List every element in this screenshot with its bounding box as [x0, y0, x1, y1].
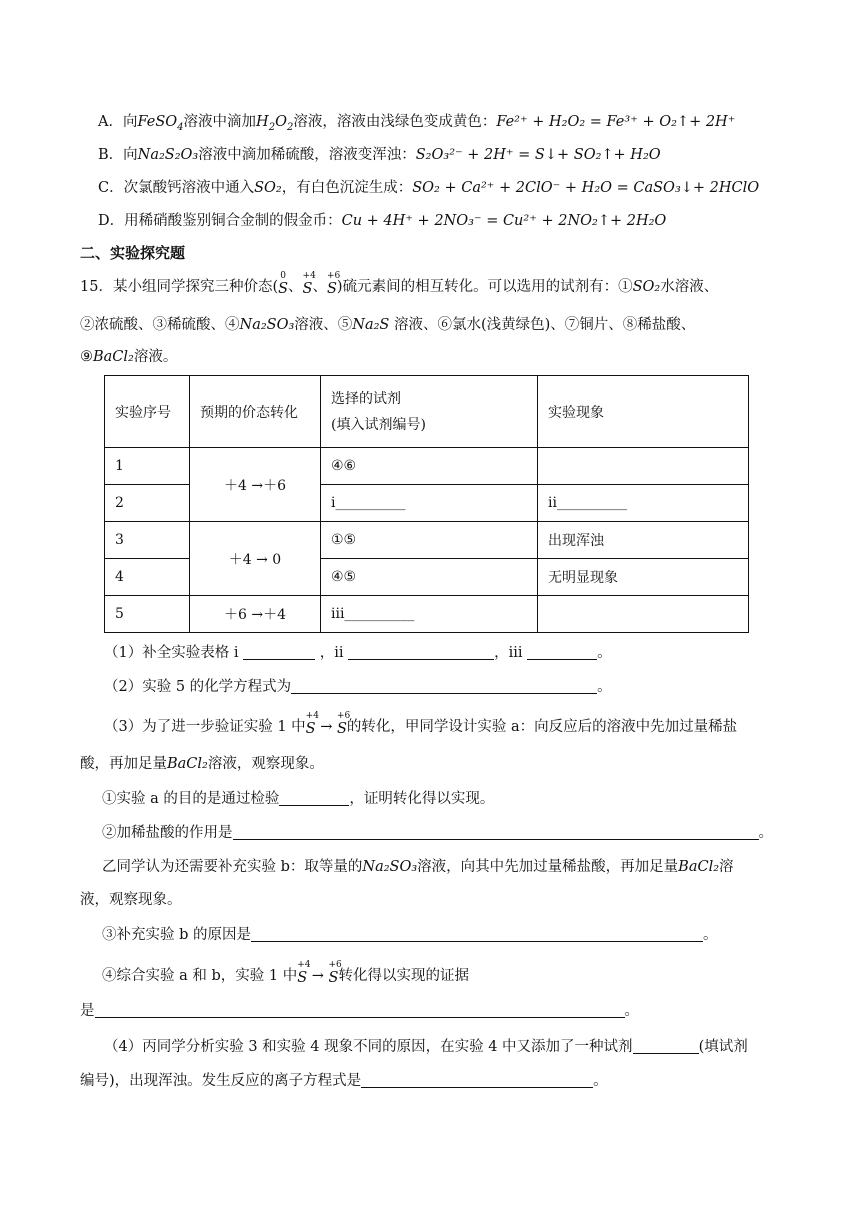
option-a-reagent1: FeSO$_4$: [137, 114, 184, 133]
sub-question-4-line1: [104, 1037, 748, 1057]
option-c-suffix: ，有白色沉淀生成：: [281, 180, 413, 196]
table-row: [105, 448, 749, 485]
option-a-reagent2: $H_2O_2$: [256, 114, 294, 133]
option-b-prefix: B．向: [98, 147, 138, 163]
q15-intro-line1: 15．某小组同学探究三种价态( 0 S、 +4 S、 +6 S)硫元素间的相互转化。可以选用的试剂有：①SO₂水溶液、: [80, 271, 719, 297]
option-b-equation: S₂O₃²⁻ + 2H⁺ = S↓+ SO₂↑+ H₂O: [415, 147, 661, 163]
row5-no: 5: [105, 596, 190, 633]
option-a-suffix: 溶液，溶液由浅绿色变成黄色：: [293, 114, 497, 130]
sub3-q4-line2: [80, 1001, 639, 1021]
row1-no: 1: [105, 448, 190, 485]
row3-4-conversion: ＋4 → 0: [190, 522, 321, 596]
sub3-yi-line1: [102, 857, 734, 877]
sub3-text-b: 的转化，甲同学设计实验 a：向反应后的溶液中先加过量稀盐: [346, 719, 738, 735]
s-plus6-q4: +6 S: [328, 960, 342, 986]
sub4-line2-b: 。: [593, 1073, 608, 1089]
sub3-q2-a: ②加稀盐酸的作用是: [102, 825, 233, 841]
sub4-line2-a: 编号)，出现浑浊。发生反应的离子方程式是: [80, 1073, 362, 1089]
option-d-prefix: D．用稀硝酸鉴别铜合金制的假金币：: [98, 213, 342, 229]
sub3-q1-a: ①实验 a 的目的是通过检验: [102, 791, 280, 807]
sub1-text-a: （1）补全实验表格 i: [104, 645, 239, 661]
row2-reagents-blank[interactable]: i__________: [321, 485, 538, 522]
header-reagents: [321, 376, 538, 448]
sub-question-2: [104, 677, 612, 697]
sub2-text-b: 。: [597, 679, 612, 695]
option-a-mid: 溶液中滴加: [183, 114, 257, 130]
sub1-blank-iii[interactable]: [527, 645, 597, 660]
q15-line2-b: 溶液、⑤: [294, 317, 353, 333]
sub1-text-c: ，iii: [494, 645, 523, 661]
sub3-reagent: BaCl₂: [167, 756, 208, 772]
row2-phenomenon-blank[interactable]: ii__________: [538, 485, 749, 522]
sub3-q3-a: ③补充实验 b 的原因是: [102, 927, 251, 943]
sub3-q4-a: ④综合实验 a 和 b，实验 1 中: [102, 968, 298, 984]
sub3-yi-reagent: Na₂SO₃: [362, 859, 418, 875]
sub1-text-b: ，ii: [319, 645, 344, 661]
row3-reagents: ①⑤: [321, 522, 538, 559]
table-row: [105, 596, 749, 633]
sub3-line2-b: 溶液，观察现象。: [207, 756, 324, 772]
sub2-text-a: （2）实验 5 的化学方程式为: [104, 679, 292, 695]
sub3-q1: [102, 789, 494, 809]
q15-line3-b: 溶液。: [133, 349, 178, 365]
sub3-q3: [102, 925, 718, 945]
header-no: 实验序号: [105, 376, 190, 448]
row4-reagents: ④⑤: [321, 559, 538, 596]
sub3-q4-b: 转化得以实现的证据: [338, 968, 469, 984]
reagent-4: Na₂SO₃: [239, 317, 295, 333]
row1-phenomenon: [538, 448, 749, 485]
option-b-reagent: Na₂S₂O₃: [137, 147, 199, 163]
sub3-q4-d: 。: [624, 1003, 639, 1019]
sub-question-3-line1: [104, 711, 738, 737]
option-d: [98, 211, 666, 231]
row3-phenomenon: 出现浑浊: [538, 522, 749, 559]
s-plus6: +6 S: [336, 711, 351, 737]
sub4-blank-reagent[interactable]: [633, 1039, 699, 1054]
s-plus4-q4: +4 S: [297, 960, 311, 986]
sub3-yi-a: 乙同学认为还需要补充实验 b：取等量的: [102, 859, 363, 875]
arrow-icon: →: [320, 719, 333, 735]
sub4-text-a: （4）丙同学分析实验 3 和实验 4 现象不同的原因，在实验 4 中又添加了一种试剂: [104, 1039, 633, 1055]
sub-question-1: [104, 643, 612, 663]
sub2-blank[interactable]: [291, 679, 597, 694]
row4-no: 4: [105, 559, 190, 596]
sub3-q4-line1: [102, 960, 469, 986]
experiment-table: [104, 375, 749, 633]
sub3-q3-blank[interactable]: [251, 927, 703, 942]
sub3-yi-c: 溶: [719, 859, 734, 875]
sub3-q3-b: 。: [703, 927, 718, 943]
row5-phenomenon: [538, 596, 749, 633]
option-c: [98, 178, 759, 198]
option-c-prefix: C．次氯酸钙溶液中通入: [98, 180, 255, 196]
option-d-equation: Cu + 4H⁺ + 2NO₃⁻ = Cu²⁺ + 2NO₂↑+ 2H₂O: [341, 213, 667, 229]
sub3-q4-c: 是: [80, 1003, 95, 1019]
row5-reagents-blank[interactable]: iii__________: [321, 596, 538, 633]
valence-plus4: +4 S: [302, 271, 316, 297]
option-c-equation: SO₂ + Ca²⁺ + 2ClO⁻ + H₂O = CaSO₃↓+ 2HClO: [412, 180, 760, 196]
option-a-equation: Fe²⁺ + H₂O₂ = Fe³⁺ + O₂↑+ 2H⁺: [496, 114, 736, 130]
sub3-text-a: （3）为了进一步验证实验 1 中: [104, 719, 306, 735]
option-a-prefix: A．向: [98, 114, 138, 130]
sub3-yi-line2: 液，观察现象。: [80, 892, 182, 908]
sub-question-4-line2: [80, 1071, 608, 1091]
row3-no: 3: [105, 522, 190, 559]
q15-intro-line2: [80, 315, 695, 335]
sub3-line2-a: 酸，再加足量: [80, 756, 167, 772]
row1-2-conversion: ＋4 →＋6: [190, 448, 321, 522]
valence-0: 0 S: [278, 271, 289, 297]
arrow-icon: →: [311, 968, 324, 984]
q15-line3-a: ⑨: [80, 349, 93, 365]
sub3-yi-b: 溶液，向其中先加过量稀盐酸，再加足量: [417, 859, 679, 875]
sub3-q4-blank[interactable]: [95, 1003, 625, 1018]
q15-intro-a: 15．某小组同学探究三种价态(: [80, 279, 279, 295]
sub4-text-b: (填试剂: [698, 1039, 748, 1055]
option-b-suffix: 溶液中滴加稀硫酸，溶液变浑浊：: [198, 147, 416, 163]
q15-line2-c: 溶液、⑥氯水(浅黄绿色)、⑦铜片、⑧稀盐酸、: [389, 317, 696, 333]
s-plus4: +4 S: [305, 711, 319, 737]
q15-intro-line3: [80, 347, 177, 367]
sub3-q2-b: 。: [758, 825, 773, 841]
header-reagents-line2: (填入试剂编号): [331, 416, 426, 433]
sub3-q2: [102, 823, 773, 843]
header-phenomenon: 实验现象: [538, 376, 749, 448]
sub3-q2-blank[interactable]: [233, 825, 759, 840]
header-reagents-line1: 选择的试剂: [331, 390, 401, 407]
table-header-row: [105, 376, 749, 448]
section-title: 二、实验探究题: [80, 244, 186, 262]
sub-question-3-line2: [80, 754, 324, 774]
header-conversion: 预期的价态转化: [190, 376, 321, 448]
reagent-9: BaCl₂: [93, 349, 134, 365]
sub4-blank-equation[interactable]: [361, 1073, 593, 1088]
q15-intro-b: )硫元素间的相互转化。可以选用的试剂有：①: [336, 279, 633, 295]
table-row: [105, 522, 749, 559]
row2-no: 2: [105, 485, 190, 522]
row5-conversion: ＋6 →＋4: [190, 596, 321, 633]
sub1-blank-i[interactable]: [243, 645, 315, 660]
q15-line2-a: ②浓硫酸、③稀硫酸、④: [80, 317, 240, 333]
q15-intro-c: 水溶液、: [660, 279, 719, 295]
option-b: [98, 145, 661, 165]
option-c-reagent: SO₂: [254, 180, 282, 196]
valence-plus6: +6 S: [326, 271, 341, 297]
sub1-blank-ii[interactable]: [348, 645, 494, 660]
sub3-q1-b: ，证明转化得以实现。: [349, 791, 495, 807]
row1-reagents: ④⑥: [321, 448, 538, 485]
sub3-yi-reagent2: BaCl₂: [678, 859, 720, 875]
reagent-5: Na₂S: [352, 317, 390, 333]
sub3-q1-blank[interactable]: [279, 791, 349, 806]
reagent-1: SO₂: [632, 279, 661, 295]
sub1-text-d: 。: [597, 645, 612, 661]
row4-phenomenon: 无明显现象: [538, 559, 749, 596]
option-a: [98, 112, 735, 132]
